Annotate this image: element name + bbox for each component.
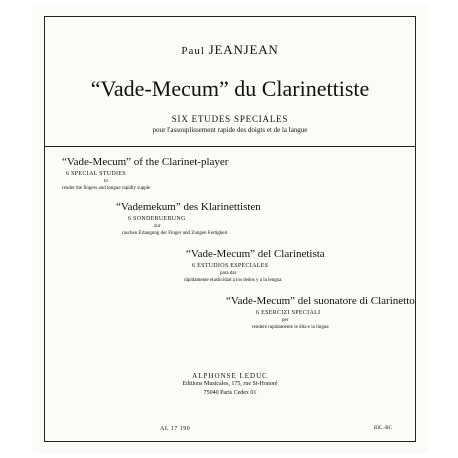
italian-title: “Vade-Mecum” del suonatore di Clarinetto [226, 295, 415, 307]
main-subline: pour l'assouplissement rapide des doigts et de la langue [152, 126, 308, 134]
german-line3: raschen Erlangung der Finger und Zungen Fertigkeit [122, 231, 228, 236]
catalog-number: AL 17 190 [160, 426, 191, 432]
composer-name [34, 42, 426, 58]
german-title: “Vademekum” des Klarinettisten [116, 201, 261, 213]
german-line1: 6 SONDERUEBUNG [128, 216, 186, 222]
score-cover [34, 6, 426, 452]
spanish-line2: para dar [220, 271, 237, 276]
italian-line1: 6 ESERCIZI SPECIALI [256, 310, 321, 316]
spanish-title: “Vade-Mecum” del Clarinetista [186, 248, 325, 260]
italian-line3: rendere rapidamente le dita e la lingua [252, 325, 329, 330]
english-title: “Vade-Mecum” of the Clarinet-player [62, 156, 229, 168]
publisher-city: 75040 Paris Cedex 01 [203, 390, 257, 396]
composer-first-name: Paul [181, 45, 205, 57]
publisher-address: Editions Musicales, 175, rue St-Honoré [182, 381, 278, 387]
printer-code: RIC.-BC [374, 426, 392, 431]
english-line3: render the fingers and tongue rapidly supple [62, 186, 151, 191]
section-divider [44, 146, 415, 147]
main-subtitle: SIX ETUDES SPECIALES [171, 114, 289, 124]
composer-last-name: JEANJEAN [208, 42, 279, 57]
publisher-name: ALPHONSE LEDUC [192, 372, 268, 380]
spanish-line3: rápidamente elasticidad a los dedos y a la lengua [184, 278, 282, 283]
german-line2: zur [154, 224, 161, 229]
english-line2: to [104, 179, 108, 184]
english-line1: 6 SPECIAL STUDIES [66, 171, 126, 177]
spanish-line1: 6 ESTUDIOS ESPECIALES [192, 263, 269, 269]
italian-line2: per [282, 318, 289, 323]
main-title: “Vade-Mecum” du Clarinettiste [90, 76, 370, 101]
